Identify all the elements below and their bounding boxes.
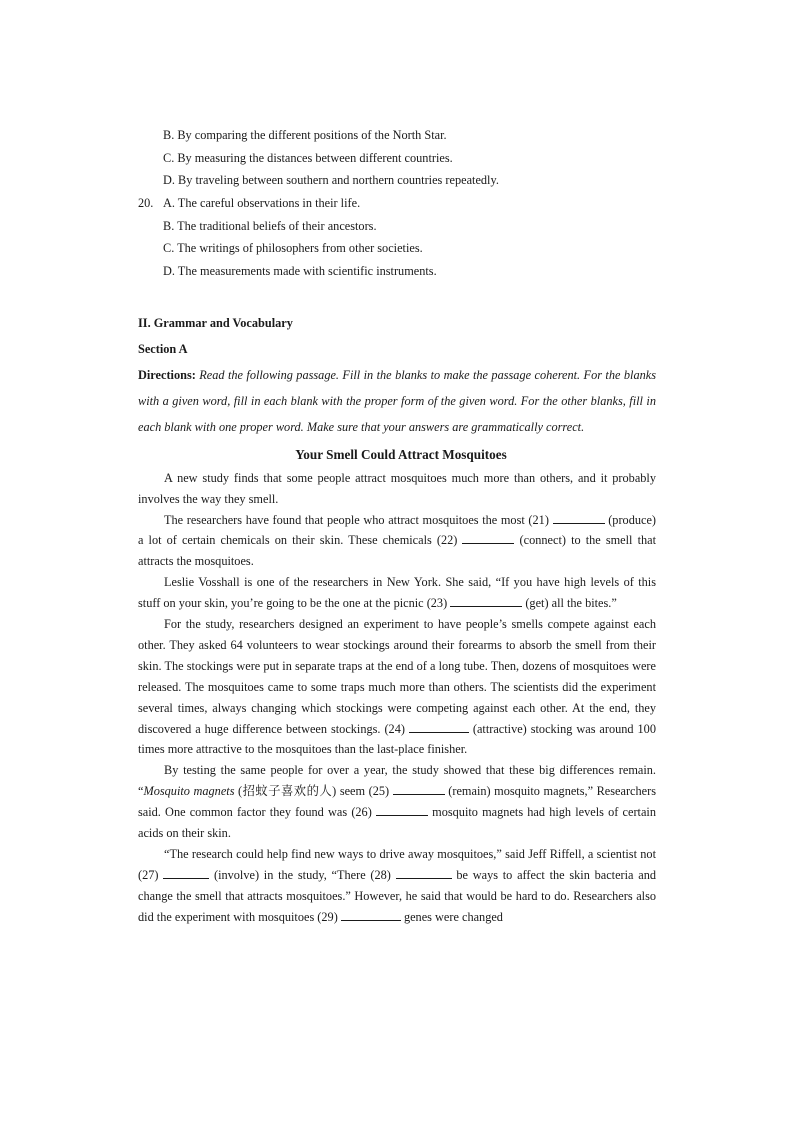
p6-text-d: genes were changed <box>400 909 503 924</box>
p2-text-b: (produce) a lot of certain chemicals on their skin. These chemicals (22) <box>138 512 656 548</box>
p2-text-c: (connect) to the smell that attracts the mosquitoes. <box>138 533 657 569</box>
directions <box>138 362 656 441</box>
question-19-options <box>138 124 656 192</box>
p4-text-a: For the study, researchers designed an experiment to have people’s smells compete against each other. They asked 64 volunteers to wear stockings around their forearms to absorb the smell from their skin. The stockings were put in separate traps at the end of a long tube. Then, dozens of mosquitoes were released. The mosquitoes came to some traps much more than others. The scientists did the experiment several times, always changing which stockings were competing against each other. At the end, they discovered a huge difference between stockings. (24) <box>138 617 656 736</box>
spacer <box>138 283 656 310</box>
blank-25[interactable] <box>393 783 445 795</box>
blank-22[interactable] <box>462 532 514 544</box>
p6-text-a: “The research could help find new ways to drive away mosquitoes,” said Jeff Riffell, a scientist not (27) <box>138 847 656 882</box>
blank-26[interactable] <box>376 804 428 816</box>
paragraph-1: A new study finds that some people attract mosquitoes much more than others, and it probably involves the way they smell. <box>138 470 656 506</box>
paragraph-4 <box>138 614 656 760</box>
blank-29[interactable] <box>341 909 401 921</box>
q20-option-a-row <box>138 192 656 215</box>
subsection-heading: Section A <box>138 341 188 356</box>
paragraph-2 <box>138 510 656 573</box>
paragraph-3 <box>138 572 656 614</box>
q20-option-d: D. The measurements made with scientific instruments. <box>163 264 437 279</box>
paragraph-6 <box>138 844 656 928</box>
q20-option-c: C. The writings of philosophers from other societies. <box>163 241 423 256</box>
blank-27[interactable] <box>163 867 209 879</box>
blank-28[interactable] <box>396 867 452 879</box>
passage-title: Your Smell Could Attract Mosquitoes <box>295 446 507 462</box>
exam-page <box>138 124 656 928</box>
q19-option-d: D. By traveling between southern and northern countries repeatedly. <box>163 173 499 188</box>
p3-text-a: Leslie Vosshall is one of the researchers in New York. She said, “If you have high levels of this stuff on your skin, you’re going to be the one at the picnic (23) <box>138 575 656 611</box>
directions-text: Read the following passage. Fill in the blanks to make the passage coherent. For the blanks with a given word, fill in each blank with the proper form of the given word. For the other blanks, fill in each blank with one proper word. Make sure that your answers are grammatically correct. <box>138 367 656 435</box>
directions-label: Directions: <box>138 367 196 382</box>
p4-text-b: (attractive) stocking was around 100 times more attractive to the mosquitoes than the last-place finisher. <box>138 721 656 757</box>
p5-text-b: (remain) mosquito magnets,” Researchers said. One common factor they found was (26) <box>138 784 657 820</box>
question-20 <box>138 192 656 283</box>
p6-text-b: (involve) in the study, “There (28) <box>209 867 396 882</box>
q20-option-a: A. The careful observations in their life. <box>163 196 361 211</box>
p5-gloss: (招蚊子喜欢的人) seem (25) <box>234 784 393 799</box>
section-heading: II. Grammar and Vocabulary <box>138 315 293 330</box>
blank-21[interactable] <box>553 512 605 524</box>
p5-text-c: mosquito magnets had high levels of certain acids on their skin. <box>138 805 656 841</box>
p2-text-a: The researchers have found that people who attract mosquitoes the most (21) <box>164 512 553 527</box>
q19-option-c: C. By measuring the distances between different countries. <box>163 150 453 165</box>
p5-term: Mosquito magnets <box>143 784 235 799</box>
blank-24[interactable] <box>409 721 469 733</box>
q19-option-b: B. By comparing the different positions of the North Star. <box>163 128 447 142</box>
q20-number: 20. <box>138 196 154 211</box>
p6-text-c: be ways to affect the skin bacteria and change the smell that attracts mosquitoes.” However, he said that would be hard to do. Researchers also did the experiment with mosquitoes (29) <box>138 867 656 924</box>
blank-23[interactable] <box>450 595 522 607</box>
paragraph-5 <box>138 760 656 844</box>
q20-option-b: B. The traditional beliefs of their ancestors. <box>163 218 377 233</box>
p5-text-a: By testing the same people for over a year, the study showed that these big differences remain. “ <box>138 763 656 799</box>
p3-text-b: (get) all the bites.” <box>522 596 617 611</box>
